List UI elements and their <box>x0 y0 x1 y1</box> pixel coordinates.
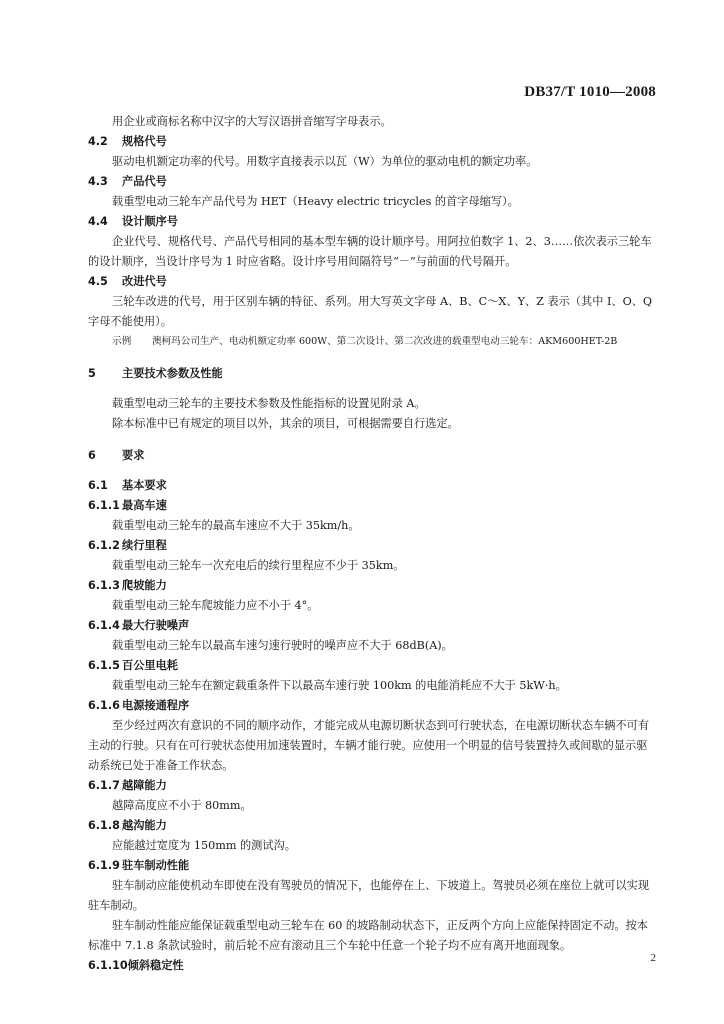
clause-number: 6.1.3 <box>88 579 120 592</box>
clause-heading <box>88 576 658 596</box>
paragraph: 载重型电动三轮车在额定载重条件下以最高车速行驶 100km 的电能消耗应不大于 5kW·h。 <box>112 679 567 692</box>
paragraph: 载重型电动三轮车的主要技术参数及性能指标的设置见附录 A。 <box>112 397 426 410</box>
doc-number-header: DB37/T 1010—2008 <box>524 84 656 100</box>
example-note <box>88 332 658 352</box>
paragraph: 载重型电动三轮车一次充电后的续行里程应不少于 35km。 <box>112 559 405 572</box>
paragraph: 企业代号、规格代号、产品代号相同的基本型车辆的设计顺序号。用阿拉伯数字 1、2、3……依次表示三轮车的设计顺序，当设计序号为 1 时应省略。设计序号用间隔符号“－”与前面的代号隔开。 <box>88 235 652 268</box>
page-content <box>88 112 658 976</box>
clause-heading <box>88 956 658 976</box>
clause-heading <box>88 132 658 152</box>
clause-number: 6.1.7 <box>88 779 120 792</box>
paragraph: 越障高度应不小于 80mm。 <box>112 799 252 812</box>
clause-title: 规格代号 <box>122 135 167 148</box>
clause-title: 改进代号 <box>122 275 167 288</box>
clause-number: 6.1.6 <box>88 699 120 712</box>
clause-title: 倾斜稳定性 <box>127 959 184 972</box>
clause-heading <box>88 496 658 516</box>
clause-number: 4.3 <box>88 175 108 188</box>
paragraph: 三轮车改进的代号，用于区别车辆的特征、系列。用大写英文字母 A、B、C～X、Y、Z 表示（其中 I、O、Q 字母不能使用）。 <box>88 295 656 328</box>
clause-number: 6.1.1 <box>88 499 120 512</box>
clause-heading <box>88 816 658 836</box>
clause-heading <box>88 856 658 876</box>
clause-heading <box>88 776 658 796</box>
paragraph: 至少经过两次有意识的不同的顺序动作，才能完成从电源切断状态到可行驶状态，在电源切断状态车辆不可有主动的行驶。只有在可行驶状态使用加速装置时，车辆才能行驶。应使用一个明显的信号装置持久或间歇的显示驱动系统已处于准备工作状态。 <box>88 719 650 772</box>
clause-number: 6.1.4 <box>88 619 120 632</box>
clause-title: 爬坡能力 <box>122 579 167 592</box>
clause-number: 4.4 <box>88 215 108 228</box>
clause-number: 6.1.8 <box>88 819 120 832</box>
clause-title: 越沟能力 <box>122 819 167 832</box>
paragraph: 载重型电动三轮车爬坡能力应不小于 4°。 <box>112 599 319 612</box>
paragraph: 载重型电动三轮车产品代号为 HET（Heavy electric tricycles 的首字母缩写）。 <box>112 195 519 208</box>
clause-title: 驻车制动性能 <box>122 859 190 872</box>
clause-number: 6.1.10 <box>88 959 128 972</box>
clause-heading <box>88 172 658 192</box>
section-heading <box>88 364 658 384</box>
clause-title: 主要技术参数及性能 <box>122 367 223 380</box>
clause-title: 续行里程 <box>122 539 167 552</box>
section-heading <box>88 446 658 466</box>
clause-heading <box>88 272 658 292</box>
paragraph: 载重型电动三轮车以最高车速匀速行驶时的噪声应不大于 68dB(A)。 <box>112 639 453 652</box>
paragraph: 驻车制动应能使机动车即使在没有驾驶员的情况下，也能停在上、下坡道上。驾驶员必须在座位上就可以实现驻车制动。 <box>88 879 650 912</box>
clause-heading <box>88 656 658 676</box>
clause-title: 最大行驶噪声 <box>122 619 190 632</box>
clause-number: 6.1.5 <box>88 659 120 672</box>
clause-number: 4.5 <box>88 275 108 288</box>
clause-title: 最高车速 <box>122 499 167 512</box>
paragraph: 驱动电机额定功率的代号。用数字直接表示以瓦（W）为单位的驱动电机的额定功率。 <box>112 155 538 168</box>
clause-heading <box>88 212 658 232</box>
clause-title: 设计顺序号 <box>122 215 178 228</box>
paragraph: 应能越过宽度为 150mm 的测试沟。 <box>112 839 296 852</box>
clause-number: 6.1.9 <box>88 859 120 872</box>
paragraph: 驻车制动性能应能保证载重型电动三轮车在 60 的坡路制动状态下，正反两个方向上应能保持固定不动。按本标准中 7.1.8 条款试验时，前后轮不应有滚动且三个车轮中任意一个轮子均不应有离开地面现象。 <box>88 919 648 952</box>
paragraph: 载重型电动三轮车的最高车速应不大于 35km/h。 <box>112 519 360 532</box>
paragraph: 除本标准中已有规定的项目以外，其余的项目，可根据需要自行选定。 <box>112 417 459 430</box>
clause-title: 越障能力 <box>122 779 167 792</box>
paragraph: 用企业或商标名称中汉字的大写汉语拼音缩写字母表示。 <box>112 115 392 128</box>
clause-heading <box>88 536 658 556</box>
page-number: 2 <box>650 952 656 964</box>
clause-number: 6.1 <box>88 479 108 492</box>
clause-number: 4.2 <box>88 135 108 148</box>
clause-title: 产品代号 <box>122 175 167 188</box>
clause-heading <box>88 696 658 716</box>
clause-title: 要求 <box>122 449 145 462</box>
clause-heading <box>88 476 658 496</box>
clause-number: 5 <box>88 367 96 380</box>
clause-title: 基本要求 <box>122 479 167 492</box>
clause-number: 6.1.2 <box>88 539 120 552</box>
clause-title: 百公里电耗 <box>122 659 178 672</box>
example-text: 澳柯玛公司生产、电动机额定功率 600W、第二次设计、第二次改进的载重型电动三轮车：AKM600HET-2B <box>152 336 618 347</box>
clause-heading <box>88 616 658 636</box>
clause-title: 电源接通程序 <box>122 699 190 712</box>
clause-number: 6 <box>88 449 96 462</box>
example-label: 示例 <box>112 336 132 347</box>
